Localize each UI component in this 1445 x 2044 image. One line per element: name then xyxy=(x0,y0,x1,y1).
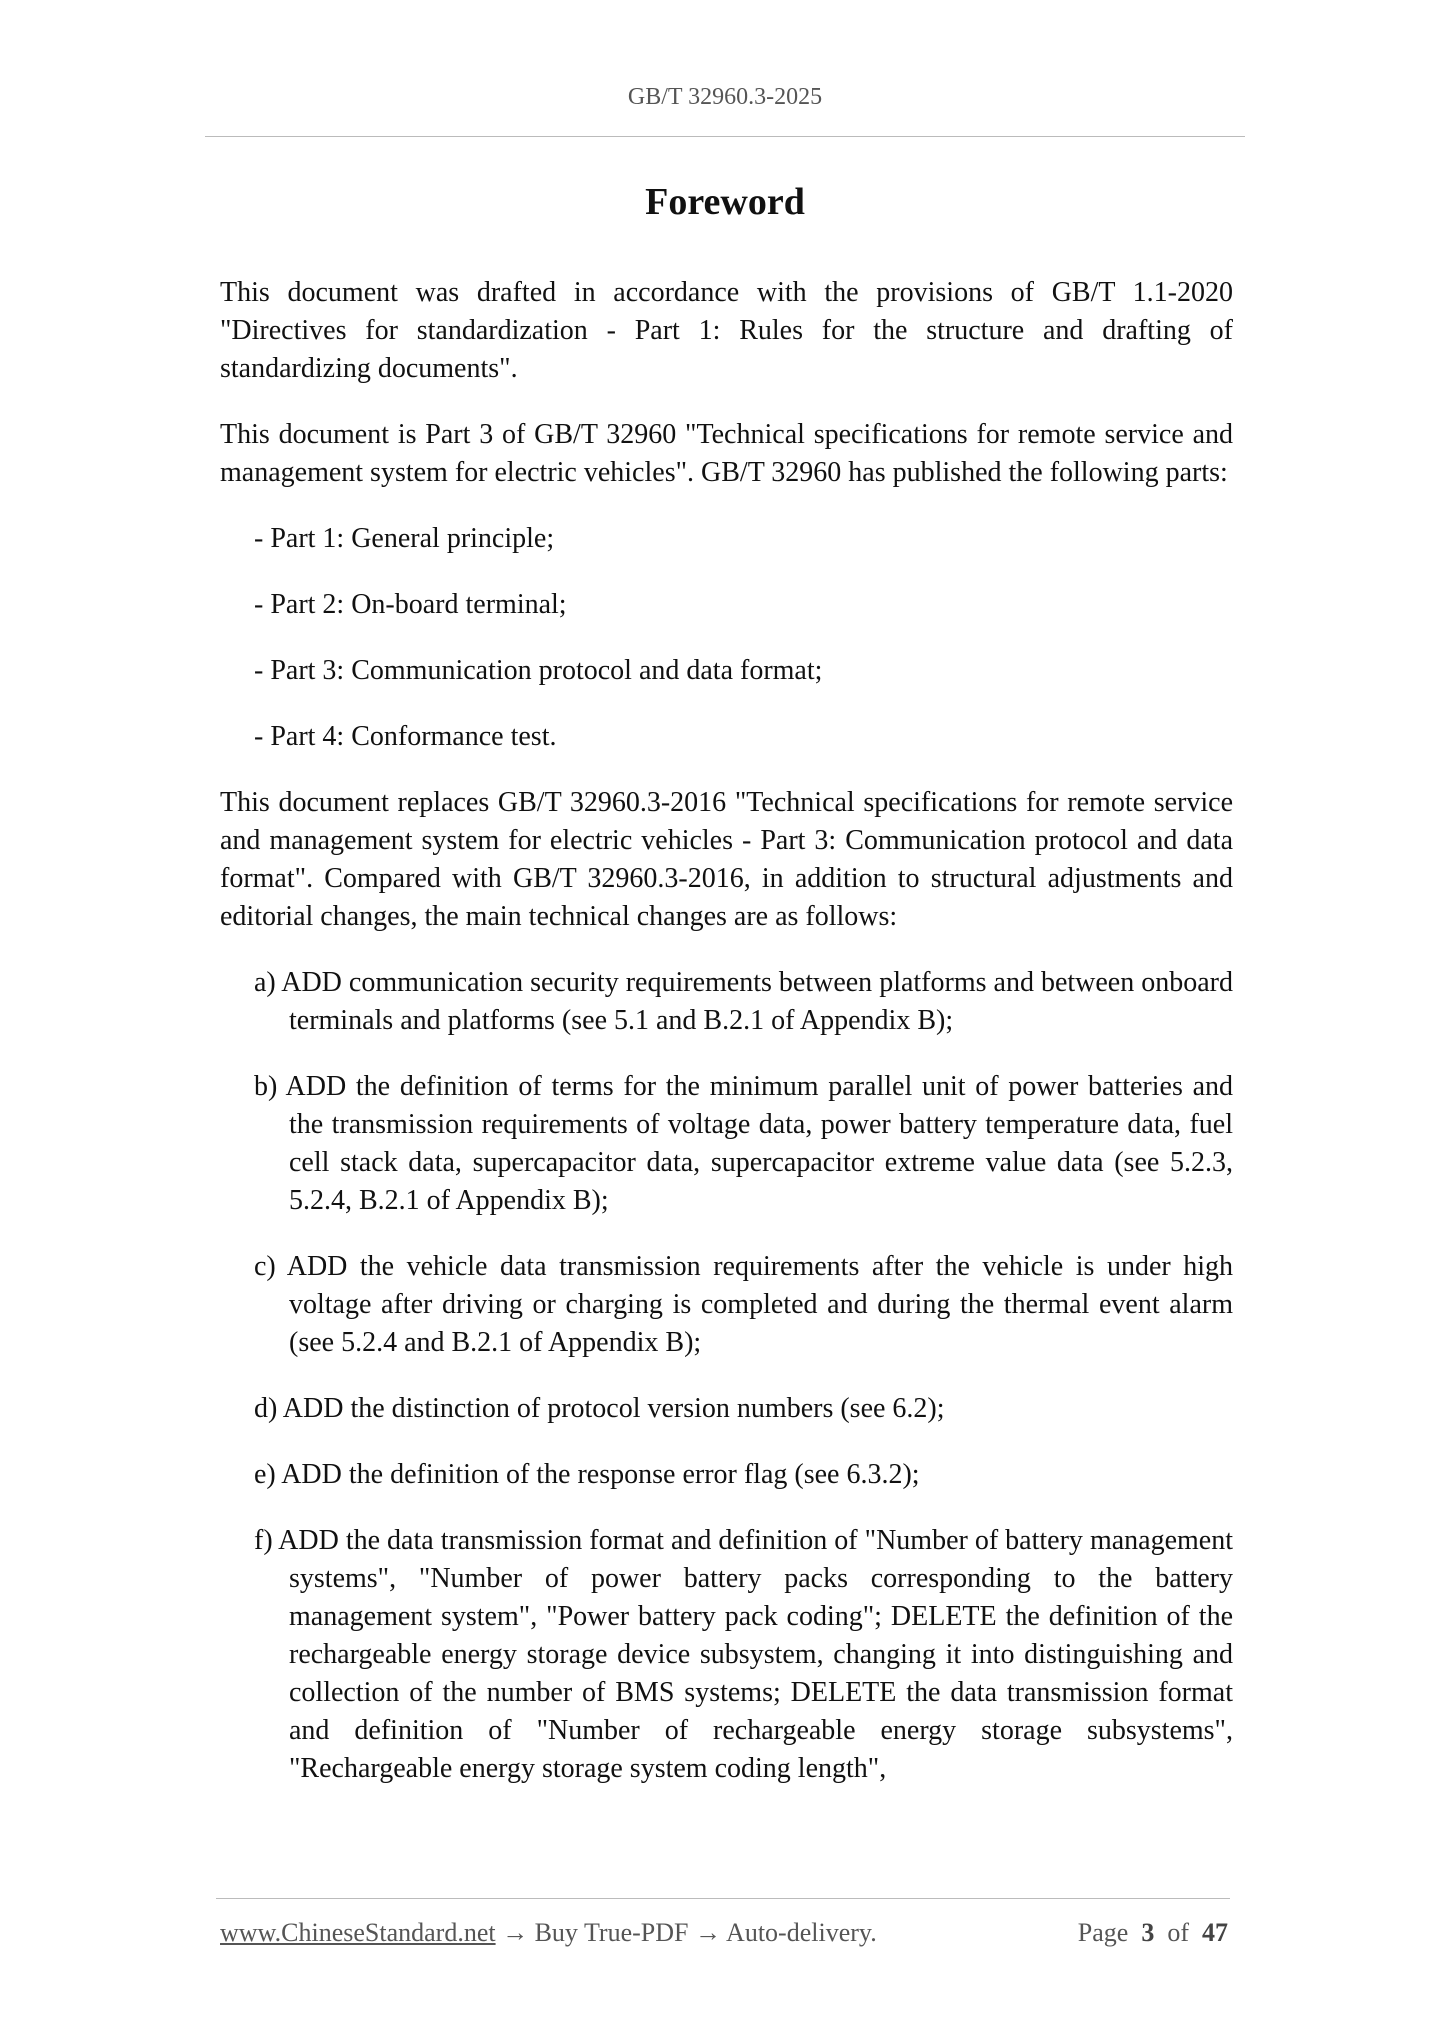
promo-text: → Buy True-PDF → Auto-delivery. xyxy=(502,1918,877,1947)
list-item-part: - Part 2: On-board terminal; xyxy=(254,589,567,620)
site-link[interactable]: www.ChineseStandard.net xyxy=(220,1918,496,1947)
footer-divider xyxy=(216,1898,1230,1899)
list-item-change: c) ADD the vehicle data transmission requirements after the vehicle is under high voltage after driving or charging is completed and during the thermal event alarm (see 5.2.4 and B.2.1 of Appendix B); xyxy=(254,1251,1233,1358)
page-label: Page xyxy=(1077,1918,1129,1947)
footer-promo xyxy=(220,1918,877,1948)
page-current: 3 xyxy=(1141,1918,1155,1947)
document-body xyxy=(220,274,1233,1788)
list-item-part: - Part 4: Conformance test. xyxy=(254,721,557,752)
header-divider xyxy=(205,136,1245,137)
list-item-change: b) ADD the definition of terms for the minimum parallel unit of power batteries and the transmission requirements of voltage data, power battery temperature data, fuel cell stack data, supercapacitor data, supercapacitor extreme value data (see 5.2.3, 5.2.4, B.2.1 of Appendix B); xyxy=(254,1071,1233,1216)
list-item-part: - Part 1: General principle; xyxy=(254,523,555,554)
page-total: 47 xyxy=(1202,1918,1228,1947)
list-item-change: f) ADD the data transmission format and definition of "Number of battery management systems", "Number of power battery packs corresponding to the battery management system", "Power battery pack coding"; DELETE the definition of the rechargeable energy storage device subsystem, changing it into distinguishing and collection of the number of BMS systems; DELETE the data transmission format and definition of "Number of rechargeable energy storage subsystems", "Rechargeable energy storage system coding length", xyxy=(254,1525,1233,1784)
paragraph-replacement: This document replaces GB/T 32960.3-2016 "Technical specifications for remote service and management system for electric vehicles - Part 3: Communication protocol and data format". Compared with GB/T 32960.3-2016, in addition to structural adjustments and editorial changes, the main technical changes are as follows: xyxy=(220,787,1233,932)
page-indicator xyxy=(1078,1918,1228,1948)
running-header: GB/T 32960.3-2025 xyxy=(627,84,823,110)
list-item-change: d) ADD the distinction of protocol version numbers (see 6.2); xyxy=(254,1393,945,1424)
page-of-label: of xyxy=(1167,1918,1189,1947)
list-item-part: - Part 3: Communication protocol and data format; xyxy=(254,655,823,686)
list-item-change: e) ADD the definition of the response error flag (see 6.3.2); xyxy=(254,1459,920,1490)
list-item-change: a) ADD communication security requirements between platforms and between onboard terminals and platforms (see 5.1 and B.2.1 of Appendix B); xyxy=(254,967,1233,1036)
page-title: Foreword xyxy=(645,181,805,223)
paragraph-drafting-basis: This document was drafted in accordance with the provisions of GB/T 1.1-2020 "Directives for standardization - Part 1: Rules for the structure and drafting of standardizing documents". xyxy=(220,277,1233,384)
paragraph-part-overview: This document is Part 3 of GB/T 32960 "Technical specifications for remote service and management system for electric vehicles". GB/T 32960 has published the following parts: xyxy=(220,419,1233,488)
